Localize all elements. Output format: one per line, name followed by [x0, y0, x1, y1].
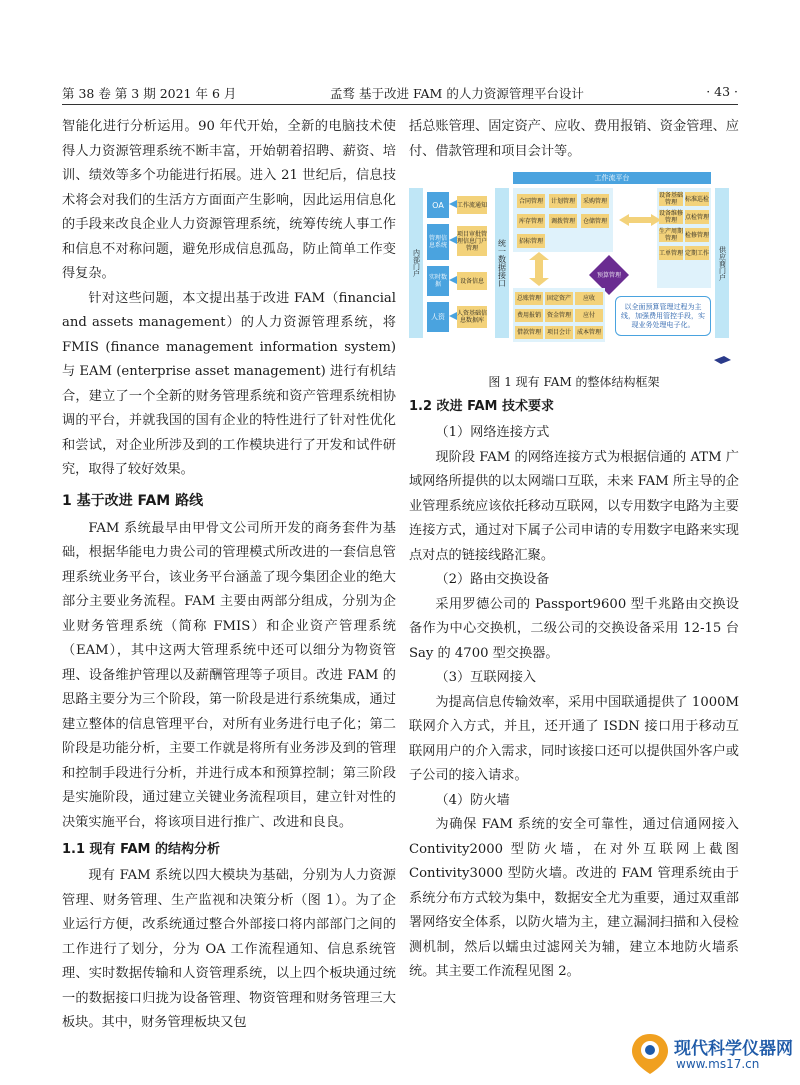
paragraph: 括总账管理、固定资产、应收、费用报销、资金管理、应付、借款管理和项目会计等。 — [409, 119, 739, 159]
figure-caption: 图 1 现有 FAM 的整体结构框架 — [488, 375, 660, 389]
right-column — [409, 115, 739, 985]
paragraph: 采用罗德公司的 Passport9600 型千兆路由交换设备作为中心交换机，二级公司的交换设备采用 12-15 台 Say 的 4700 型交换器。 — [409, 596, 739, 661]
equip-basic-box: 设备基础管理 — [659, 192, 684, 206]
inventory-box: 库存管理 — [517, 214, 545, 228]
loan-box: 借款管理 — [515, 326, 543, 339]
hr-info-box: 人资基础信息数据库 — [457, 306, 487, 328]
paragraph: 针对这些问题，本文提出基于改进 FAM（financial and assets management）的人力资源管理系统，将 FMIS (finance management information system) 与 EAM (enterprise asset management) 进行有机结合，建立了一个全新的财务管理系统和资产管理系统相协调的平台，并就我国的国有企业的特性进行了针对性优化和尝试，对企业所涉及到的工作模块进行了开发和试件研究，取得了较好效果。 — [62, 290, 396, 477]
contract-box: 合同管理 — [517, 194, 545, 208]
paragraph: 为确保 FAM 系统的安全可靠性，通过信通网接入 Contivity2000 型防火墙，在对外互联网上截图 Contivity3000 型防火墙。改进的 FAM 管理系统由于系统分布方式较为集中，数据安全尤为重要，通过双重部署网络安全体系，以防火墙为主，建立漏洞扫描和入侵检测机制，然后以蠕虫过滤网关为辅，建立本地防火墙系统。其主要工作流程见图 2。 — [409, 817, 739, 979]
running-header — [62, 84, 738, 105]
paragraph: 现有 FAM 系统以四大模块为基础，分别为人力资源管理、财务管理、生产监视和决策分析（图 1）。为了企业运行方便，改系统通过整合外部接口将内部部门之间的工作进行了划分，分为 OA 工作流程通知、信息系统管理、实时数据传输和人资管理系统，以上四个板块通过统一的数据接口归拢为设备管理、物资管理和财务管理三大板块。其中，财务管理板块又包 — [62, 868, 396, 1030]
notice-box: 工作流通知 — [457, 196, 487, 214]
fund-box: 资金管理 — [545, 309, 573, 322]
cost-box: 成本管理 — [575, 326, 603, 339]
bid-box: 招标管理 — [517, 234, 545, 248]
assess-box: 点检管理 — [685, 210, 709, 224]
unified-interface: 统一数据接口 — [495, 188, 509, 338]
watermark-url: www.ms17.cn — [676, 1057, 760, 1071]
budget-badge: 预算管理 — [597, 271, 622, 279]
hr-box: 人资 — [427, 302, 449, 332]
oa-box: OA — [427, 192, 449, 218]
sub-item: （4）防火墙 — [435, 792, 510, 808]
device-info-box: 设备信息 — [457, 272, 487, 290]
receivable-box: 应收 — [575, 292, 603, 305]
internal-portal: 内部门户 — [409, 188, 423, 338]
sub-item: （2）路由交换设备 — [435, 572, 550, 587]
subsection-heading: 1.1 现有 FAM 的结构分析 — [62, 842, 220, 857]
paragraph: 现阶段 FAM 的网络连接方式为根据信通的 ATM 广域网络所提供的以太网端口互联，未来 FAM 所主导的企业管理系统应该依托移动互联网，以专用数字电路为主要连接方式，通过对下属子公司申请的专用数字电路来实现点对点的链接线路汇聚。 — [409, 449, 739, 563]
repair-box: 检修管理 — [685, 228, 709, 242]
section-heading: 1 基于改进 FAM 路线 — [62, 492, 204, 509]
allocate-box: 调拨管理 — [549, 214, 577, 228]
watermark-logo-icon — [630, 1032, 670, 1076]
page-number: · 43 · — [706, 84, 738, 99]
payable-box: 应付 — [575, 309, 603, 322]
purchase-box: 采购管理 — [581, 194, 609, 208]
supply-portal: 供应商门户 — [715, 188, 729, 338]
figure-1-diagram — [409, 170, 739, 370]
paragraph: FAM 系统最早由甲骨文公司所开发的商务套件为基础，根据华能电力贵公司的管理模式所改进的一套信息管理系统业务平台，该业务平台涵盖了现今集团企业的绝大部分主要业务流程。FAM 主要由两部分组成，分别为企业财务管理系统（简称 FMIS）和企业资产管理系统（EAM），其中这两大管理系统中还可以细分为物资管理、设备维护管理以及薪酬管理等子项目。改进 FAM 的思路主要分为三个阶段，第一阶段是进行系统集成，通过建立整体的信息管理平台，对所有业务进行电子化；第二阶段是功能分析，主要工作就是将所有业务涉及到的管理和控制手段进行分析，并进行成本和预算控制；第三阶段是实施阶段，通过建立关键业务流程项目，建立针对性的决策实施平台，将该项目进行推广、改进和良良。 — [62, 520, 396, 830]
realtime-box: 实时数据 — [427, 266, 449, 296]
figure-note: 以全面预算管理过程为主线，加强费用管控手段，实现业务处理电子化。 — [615, 296, 711, 336]
left-column — [62, 115, 396, 1036]
project-box: 项目审批管理信息门户管理 — [457, 226, 487, 256]
periodic-box: 定期工作 — [685, 246, 709, 260]
journal-info: 第 38 卷 第 3 期 2021 年 6 月 — [62, 86, 237, 101]
paragraph: 为提高信息传输效率，采用中国联通提供了 1000M 联网介入方式，并且，还开通了 ISDN 接口用于移动互联网用户的介入需求，同时该接口还可以提供国外客户或子公司的接入请求。 — [409, 694, 739, 783]
platform-bar: 工作流平台 — [513, 172, 711, 184]
gl-box: 总账管理 — [515, 292, 543, 305]
subsection-heading: 1.2 改进 FAM 技术要求 — [409, 399, 554, 414]
proj-acc-box: 项目会计 — [545, 326, 573, 339]
expense-box: 费用报销 — [515, 309, 543, 322]
workorder-box: 工单管理 — [659, 246, 683, 260]
mis-box: 管理信息系统 — [427, 224, 449, 260]
plan-box: 计划管理 — [549, 194, 577, 208]
equip-maint-box: 设备维修管理 — [659, 210, 684, 224]
sub-item: （3）互联网接入 — [435, 670, 537, 685]
paragraph: 智能化进行分析运用。90 年代开始，全新的电脑技术使得人力资源管理系统不断丰富，开始朝着招聘、薪资、培训、绩效等多个功能进行拓展。进入 21 世纪后，信息技术将会对我们的生活方方面面产生影响，因此运用信息化的手段来改良企业人力资源管理系统，统筹传统人事工作和信息不对称问题，避免形成信息孤岛，防止简单工作变得复杂。 — [62, 119, 396, 281]
author-title: 孟骛 基于改进 FAM 的人力资源管理平台设计 — [330, 86, 584, 101]
check-box: 标准巡检 — [685, 192, 709, 206]
sub-item: （1）网络连接方式 — [435, 425, 550, 440]
prod-plan-box: 生产周期管理 — [659, 228, 684, 242]
watermark-name: 现代科学仪器网 — [674, 1039, 793, 1059]
fixed-box: 固定资产 — [545, 292, 573, 305]
storage-box: 仓储管理 — [581, 214, 609, 228]
watermark — [630, 1030, 793, 1078]
